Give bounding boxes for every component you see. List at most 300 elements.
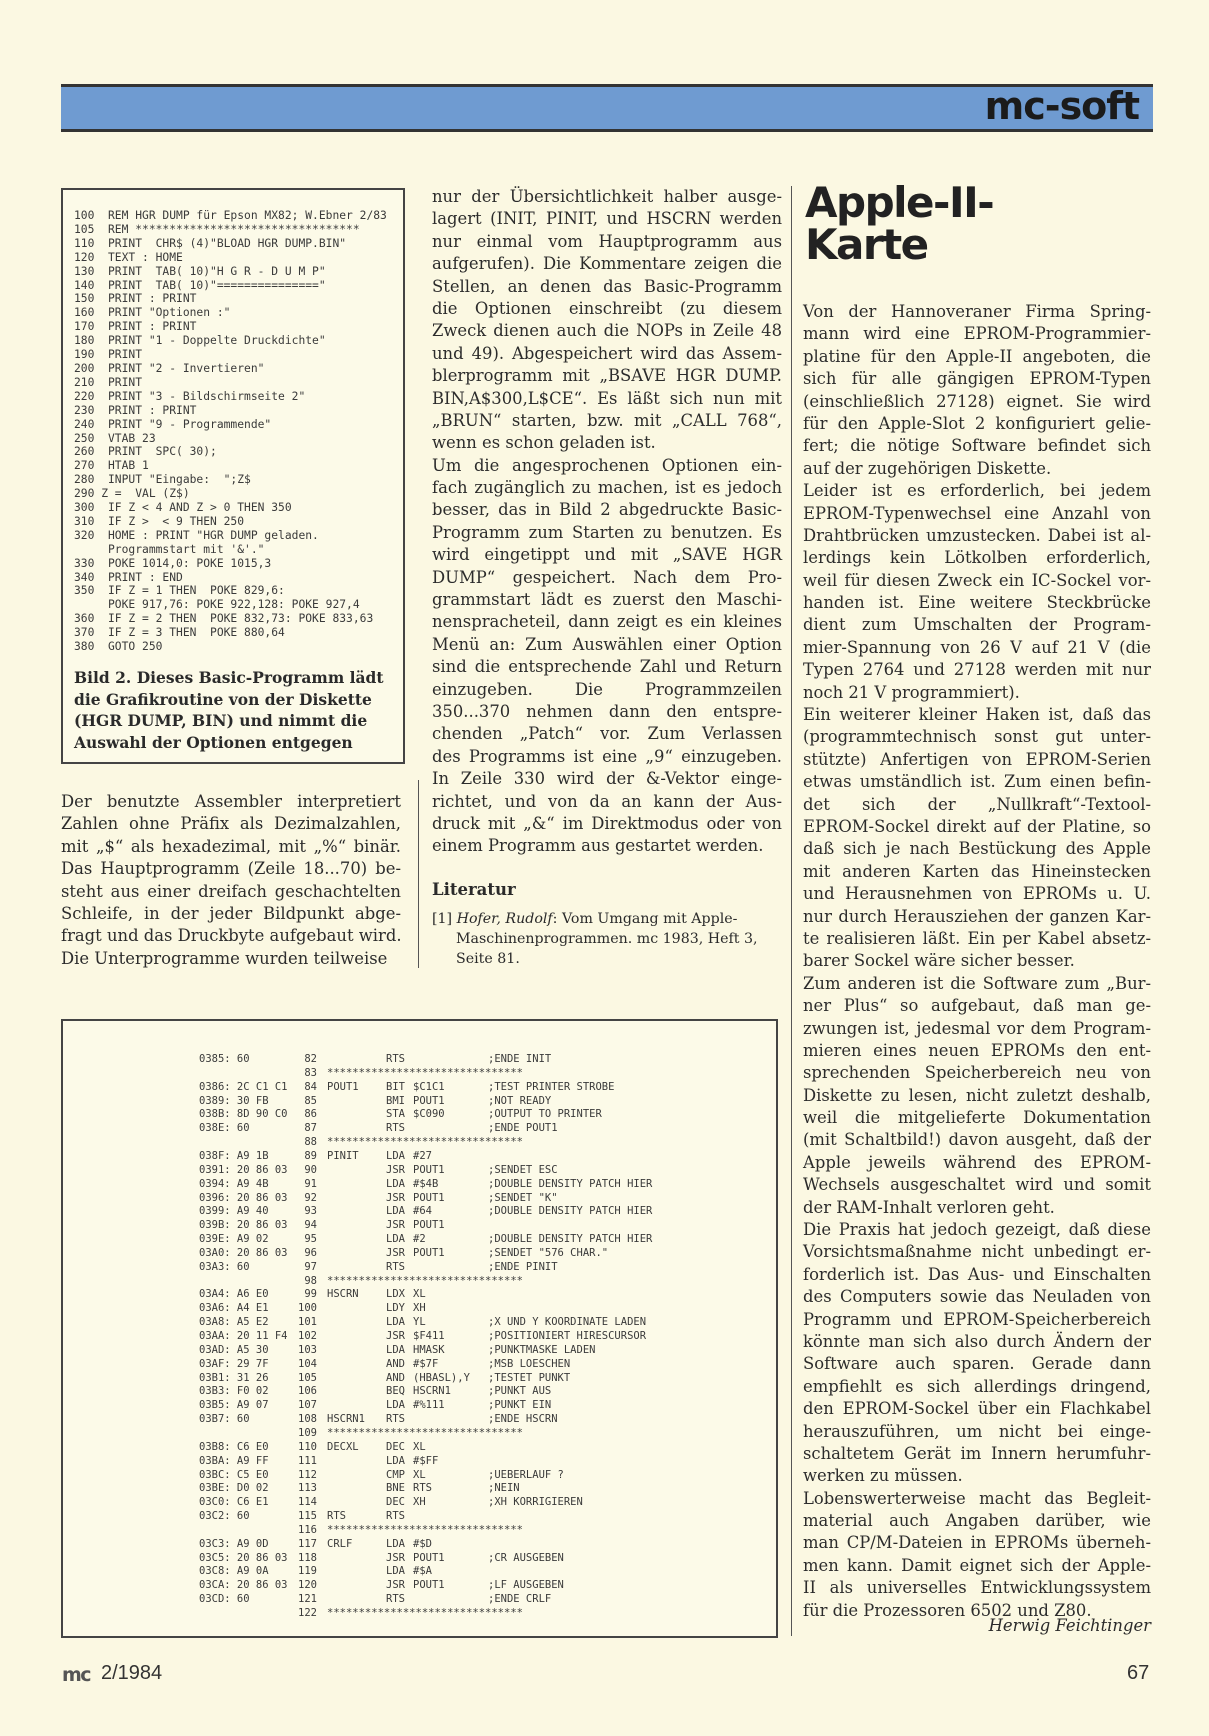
text-line: weil die mitgelieferte Dokumentation <box>803 1108 1151 1128</box>
line-number: 97 <box>304 1260 317 1273</box>
opcode: DEC <box>386 1440 405 1453</box>
text-line: mit „$“ als hexadezimal, mit „%“ binär. <box>61 836 401 856</box>
opcode: JSR <box>386 1246 405 1259</box>
comment: ;NEIN <box>488 1482 520 1495</box>
listing-row <box>63 1469 776 1483</box>
listing-row <box>63 1247 776 1261</box>
listing-row <box>63 1579 776 1593</box>
operand: #%111 <box>413 1399 445 1412</box>
operand: XH <box>413 1496 426 1509</box>
listing-row <box>63 1552 776 1566</box>
line-number: 121 <box>298 1593 317 1606</box>
opcode: BIT <box>386 1080 405 1093</box>
listing-row <box>63 1261 776 1275</box>
operand: YL <box>413 1316 426 1329</box>
opcode: RTS <box>386 1413 405 1426</box>
text-line: Apple jeweils während des EPROM- <box>803 1152 1151 1172</box>
text-line: Software auch sparen. Gerade dann <box>803 1354 1151 1374</box>
opcode: LDA <box>386 1399 405 1412</box>
comment: ;X UND Y KOORDINATE LADEN <box>488 1316 647 1329</box>
text-line: nur durch Herausziehen der ganzen Kar- <box>803 906 1151 926</box>
listing-row <box>63 1344 776 1358</box>
address-bytes: 0399: A9 40 <box>199 1205 269 1218</box>
label: POUT1 <box>327 1080 359 1093</box>
operand: RTS <box>413 1482 432 1495</box>
code-line: 160 PRINT "Optionen :" <box>74 306 231 320</box>
opcode: RTS <box>386 1053 405 1065</box>
text-line: grammstart lädt es zuerst den Maschi- <box>432 590 782 610</box>
text-line: die Optionen einschreibt (zu diesem <box>432 298 782 318</box>
address-bytes: 03AD: A5 30 <box>199 1343 269 1356</box>
address-bytes: 03A0: 20 86 03 <box>199 1246 288 1259</box>
text-line: forderlich ist. Das Aus- und Einschalten <box>803 1264 1151 1284</box>
text-line: Von der Hannoveraner Firma Spring- <box>803 302 1151 321</box>
text-line: nur der Übersichtlichkeit halber ausge- <box>432 187 782 206</box>
text-line: sich für alle gängigen EPROM-Typen <box>803 369 1151 389</box>
opcode: JSR <box>386 1163 405 1176</box>
comment: ;MSB LOESCHEN <box>488 1357 571 1370</box>
text-line: barer Sockel wäre sicher besser. <box>803 951 1075 971</box>
listing-row <box>63 1358 776 1372</box>
line-number: 106 <box>298 1385 317 1398</box>
text-line: mieren eines neuen EPROMs den ent- <box>803 1040 1151 1060</box>
text-line: fach zugänglich zu machen, ist es jedoch <box>432 478 782 498</box>
opcode: RTS <box>386 1260 405 1273</box>
line-number: 100 <box>298 1302 317 1315</box>
code-line: 150 PRINT : PRINT <box>74 292 197 306</box>
text-line: mier-Spannung von 26 V auf 21 V (die <box>803 637 1151 657</box>
opcode: JSR <box>386 1191 405 1204</box>
address-bytes: 038E: 60 <box>199 1122 250 1135</box>
comment: ;ENDE HSCRN <box>488 1413 558 1426</box>
article-title-line: Karte <box>805 220 928 269</box>
section-header-band <box>61 84 1153 132</box>
opcode: LDY <box>386 1302 405 1315</box>
address-bytes: 03A8: A5 E2 <box>199 1316 269 1329</box>
comment: ;PUNKT AUS <box>488 1385 552 1398</box>
text-line: stützte) Anfertigen von EPROM-Serien <box>803 749 1151 769</box>
paragraph <box>803 1488 1151 1622</box>
code-line: 170 PRINT : PRINT <box>74 320 197 334</box>
code-line: 200 PRINT "2 - Invertieren" <box>74 361 265 375</box>
operand: #2 <box>413 1233 426 1246</box>
operand: POUT1 <box>413 1094 445 1107</box>
opcode: RTS <box>386 1593 405 1606</box>
operand: XL <box>413 1288 426 1301</box>
listing-row <box>63 1122 776 1136</box>
text-line: II als universelles Entwicklungssystem <box>803 1578 1151 1598</box>
opcode: AND <box>386 1371 405 1384</box>
line-number: 98 <box>304 1274 317 1287</box>
text-line: nur einmal vom Hauptprogramm aus <box>432 231 782 251</box>
operand: POUT1 <box>413 1579 445 1592</box>
listing-row <box>63 1095 776 1109</box>
line-number: 120 <box>298 1579 317 1592</box>
text-line: Leider ist es erforderlich, bei jedem <box>803 481 1151 501</box>
text-line: daß sich je nach Bestückung des Apple <box>803 839 1151 859</box>
text-line: dient zum Umschalten der Program- <box>803 615 1151 635</box>
address-bytes: 039E: A9 02 <box>199 1233 269 1246</box>
label: PINIT <box>327 1149 359 1162</box>
address-bytes: 0385: 60 <box>199 1053 250 1065</box>
text-line: schaltetem Gerät im Innern herumfuhr- <box>803 1443 1151 1463</box>
operand: POUT1 <box>413 1246 445 1259</box>
text-line: könnte man sich also durch Ändern der <box>803 1331 1151 1351</box>
comment: ;PUNKT EIN <box>488 1399 552 1412</box>
issue-number: 2/1984 <box>101 1662 163 1684</box>
operand: #27 <box>413 1149 432 1162</box>
opcode: LDA <box>386 1149 405 1162</box>
label: HSCRN <box>327 1288 359 1301</box>
label: DECXL <box>327 1440 359 1453</box>
text-line: für den Apple-Slot 2 konfiguriert gelie- <box>803 413 1151 433</box>
address-bytes: 038B: 8D 90 C0 <box>199 1108 288 1121</box>
text-line: aufgerufen). Die Kommentare zeigen die <box>432 254 782 274</box>
listing-row <box>63 1565 776 1579</box>
line-number: 82 <box>304 1053 317 1065</box>
text-line: (programmtechnisch sonst gut unter- <box>803 727 1151 747</box>
text-line: DUMP“ gespeichert. Nach dem Pro- <box>432 567 782 587</box>
opcode: LDA <box>386 1343 405 1356</box>
address-bytes: 03BE: D0 02 <box>199 1482 269 1495</box>
text-line: Programm und EPROM-Speicherbereich <box>803 1309 1151 1329</box>
line-number: 108 <box>298 1413 317 1426</box>
listing-row <box>63 1316 776 1330</box>
section-title: mc-soft <box>984 84 1139 128</box>
operand: #$A <box>413 1565 432 1578</box>
operand: XH <box>413 1302 426 1315</box>
article-title <box>805 178 994 269</box>
line-number: 95 <box>304 1233 317 1246</box>
listing-row <box>63 1455 776 1469</box>
listing-row <box>63 1302 776 1316</box>
line-number: 86 <box>304 1108 317 1121</box>
text-line: Vorsichtsmaßnahme nicht unbedingt er- <box>803 1242 1151 1262</box>
listing-row <box>63 1192 776 1206</box>
paragraph <box>803 480 1151 704</box>
address-bytes: 0396: 20 86 03 <box>199 1191 288 1204</box>
text-line: des Computers sowie das Neuladen von <box>803 1287 1151 1307</box>
text-line: werken zu müssen. <box>803 1466 963 1486</box>
label: ******************************* <box>327 1066 523 1079</box>
paragraph <box>432 455 782 858</box>
magazine-logo: mc <box>62 1664 91 1686</box>
listing-row <box>63 1067 776 1081</box>
address-bytes: 03BA: A9 FF <box>199 1454 269 1467</box>
text-line: men kann. Damit eignet sich der Apple- <box>803 1555 1151 1575</box>
text-line: 350...370 nehmen dann den entspre- <box>432 701 782 721</box>
comment: ;ENDE POUT1 <box>488 1122 558 1135</box>
opcode: RTS <box>386 1122 405 1135</box>
comment: ;UEBERLAUF ? <box>488 1468 564 1481</box>
line-number: 116 <box>298 1523 317 1536</box>
code-line: 340 PRINT : END <box>74 570 183 584</box>
comment: ;POSITIONIERT HIRESCURSOR <box>488 1330 647 1342</box>
text-line: Zum anderen ist die Software zum „Bur- <box>803 973 1151 993</box>
label: ******************************* <box>327 1607 523 1619</box>
text-line: Diskette zu lesen, nicht zuletzt deshalb, <box>803 1085 1151 1105</box>
code-line: 140 PRINT TAB( 10)"===============" <box>74 278 326 292</box>
code-line: 290 Z = VAL (Z$) <box>74 487 190 501</box>
code-line: 380 GOTO 250 <box>74 640 163 654</box>
line-number: 109 <box>298 1426 317 1439</box>
text-line: Typen 2764 und 27128 werden mit nur <box>803 660 1151 680</box>
text-line: Ein weiterer kleiner Haken ist, daß das <box>803 705 1151 725</box>
text-line: Stellen, an denen das Basic-Programm <box>432 276 782 296</box>
text-line: weil für diesen Zweck ein IC-Sockel vor- <box>803 570 1151 590</box>
opcode: LDA <box>386 1205 405 1218</box>
line-number: 118 <box>298 1551 317 1564</box>
listing-row <box>63 1427 776 1441</box>
address-bytes: 03AF: 29 7F <box>199 1357 269 1370</box>
line-number: 110 <box>298 1440 317 1453</box>
code-line: 310 IF Z > < 9 THEN 250 <box>74 514 245 528</box>
text-line: chenden „Patch“ vor. Zum Verlassen <box>432 724 782 744</box>
comment: ;ENDE CRLF <box>488 1593 552 1606</box>
operand: (HBASL),Y <box>413 1371 470 1384</box>
text-line: der RAM-Inhalt verloren geht. <box>803 1197 1055 1217</box>
opcode: RTS <box>386 1510 405 1523</box>
address-bytes: 03A6: A4 E1 <box>199 1302 269 1315</box>
line-number: 102 <box>298 1330 317 1342</box>
comment: ;XH KORRIGIEREN <box>488 1496 583 1509</box>
text-line: für die Prozessoren 6502 und Z80. <box>803 1600 1092 1620</box>
text-line: Menü an: Zum Auswählen einer Option <box>432 634 782 654</box>
listing-row <box>63 1538 776 1552</box>
text-line: lagert (INIT, PINIT, und HSCRN werden <box>432 209 782 229</box>
text-line: (einschließlich 27128) eignet. Sie wird <box>803 391 1151 411</box>
comment: ;PUNKTMASKE LADEN <box>488 1343 596 1356</box>
opcode: LDA <box>386 1454 405 1467</box>
text-line: zwungen ist, jedesmal vor dem Program- <box>803 1018 1151 1038</box>
listing-row <box>63 1330 776 1344</box>
address-bytes: 0394: A9 4B <box>199 1177 269 1190</box>
paragraph <box>432 186 782 455</box>
line-number: 105 <box>298 1371 317 1384</box>
comment: ;ENDE INIT <box>488 1053 552 1065</box>
figure-caption: Bild 2. Dieses Basic-Programm lädt die Grafikroutine von der Diskette (HGR DUMP, BIN) und nimmt die Auswahl der Optionen entgegen <box>74 668 384 753</box>
text-line: Die Unterprogramme wurden teilweise <box>61 948 388 968</box>
address-bytes: 03CA: 20 86 03 <box>199 1579 288 1592</box>
opcode: JSR <box>386 1330 405 1342</box>
address-bytes: 0389: 30 FB <box>199 1094 269 1107</box>
address-bytes: 03B3: F0 02 <box>199 1385 269 1398</box>
text-line: und 49). Abgespeichert wird das Assem- <box>432 343 782 363</box>
line-number: 96 <box>304 1246 317 1259</box>
line-number: 89 <box>304 1149 317 1162</box>
text-line: etwas umständlich ist. Zum einen befin- <box>803 772 1151 792</box>
operand: #$4B <box>413 1177 439 1190</box>
comment: ;DOUBLE DENSITY PATCH HIER <box>488 1233 653 1246</box>
opcode: STA <box>386 1108 405 1121</box>
listing-row <box>63 1164 776 1178</box>
text-line: EPROM-Sockel direkt auf der Platine, so <box>803 816 1151 836</box>
code-line: 350 IF Z = 1 THEN POKE 829,6: <box>74 584 285 598</box>
text-line: te realisieren läßt. Ein per Kabel absetz- <box>803 928 1151 948</box>
operand: XL <box>413 1468 426 1481</box>
operand: #$D <box>413 1537 432 1550</box>
comment: ;DOUBLE DENSITY PATCH HIER <box>488 1205 653 1218</box>
opcode: BMI <box>386 1094 405 1107</box>
line-number: 94 <box>304 1219 317 1232</box>
listing-row <box>63 1288 776 1302</box>
text-line: auf der zugehörigen Diskette. <box>803 458 1052 478</box>
text-line: man CP/M-Dateien in EPROMs überneh- <box>803 1533 1151 1553</box>
address-bytes: 03B5: A9 07 <box>199 1399 269 1412</box>
text-line: Programm zum Starten zu benutzen. Es <box>432 522 782 542</box>
label: ******************************* <box>327 1136 523 1149</box>
line-number: 90 <box>304 1163 317 1176</box>
code-line: 300 IF Z < 4 AND Z > 0 THEN 350 <box>74 501 292 515</box>
opcode: BEQ <box>386 1385 405 1398</box>
label: CRLF <box>327 1537 353 1550</box>
text-line: Um die angesprochenen Optionen ein- <box>432 455 782 475</box>
text-line: noch 21 V programmiert). <box>803 682 1020 702</box>
code-line: 280 INPUT "Eingabe: ";Z$ <box>74 473 251 487</box>
text-line: blerprogramm mit „BSAVE HGR DUMP. <box>432 366 782 386</box>
comment: ;CR AUSGEBEN <box>488 1551 564 1564</box>
reference-text: Maschinenprogrammen. mc 1983, Heft 3, <box>456 930 758 947</box>
text-line: besser, das in Bild 2 abgedruckte Basic- <box>432 500 782 520</box>
text-line: fragt und das Druckbyte aufgebaut wird. <box>61 926 402 946</box>
listing-row <box>63 1510 776 1524</box>
code-line: 180 PRINT "1 - Doppelte Druckdichte" <box>74 334 326 348</box>
listing-row <box>63 1108 776 1122</box>
comment: ;TEST PRINTER STROBE <box>488 1080 615 1093</box>
operand: POUT1 <box>413 1219 445 1232</box>
opcode: JSR <box>386 1219 405 1232</box>
text-line: und Herausnehmen von EPROMs u. U. <box>803 884 1151 904</box>
line-number: 99 <box>304 1288 317 1301</box>
code-line: 230 PRINT : PRINT <box>74 403 197 417</box>
text-line: mit anderen Karten das Hineinstecken <box>803 861 1151 881</box>
literature-heading: Literatur <box>432 880 516 899</box>
text-line: ner Plus“ so aufgebaut, daß man ge- <box>803 996 1151 1016</box>
text-line: nenspracheteil, dann zeigt es ein kleines <box>432 612 782 632</box>
line-number: 107 <box>298 1399 317 1412</box>
text-line: empfiehlt es sich allerdings dringend, <box>803 1376 1151 1396</box>
address-bytes: 03B8: C6 E0 <box>199 1440 269 1453</box>
address-bytes: 03B1: 31 26 <box>199 1371 269 1384</box>
text-line: In Zeile 330 wird der &-Vektor einge- <box>432 769 782 789</box>
comment: ;DOUBLE DENSITY PATCH HIER <box>488 1177 653 1190</box>
code-line: 190 PRINT <box>74 348 143 362</box>
code-line: 105 REM ********************************* <box>74 222 360 236</box>
text-line: „BRUN“ starten, bzw. mit „CALL 768“, <box>432 410 782 430</box>
author-signature: Herwig Feichtinger <box>988 1616 1151 1635</box>
listing-row <box>63 1081 776 1095</box>
comment: ;SENDET "K" <box>488 1191 558 1204</box>
code-line: 330 POKE 1014,0: POKE 1015,3 <box>74 556 272 570</box>
middle-column-text <box>432 186 782 858</box>
code-line: 110 PRINT CHR$ (4)"BLOAD HGR DUMP.BIN" <box>74 236 347 250</box>
listing-row <box>63 1372 776 1386</box>
operand: #$FF <box>413 1454 439 1467</box>
column-divider <box>791 186 792 1636</box>
line-number: 84 <box>304 1080 317 1093</box>
text-line: Drahtbrücken umzustecken. Dabei ist al- <box>803 525 1151 545</box>
paragraph <box>803 1219 1151 1488</box>
operand: $F411 <box>413 1330 445 1342</box>
line-number: 87 <box>304 1122 317 1135</box>
listing-row <box>63 1399 776 1413</box>
address-bytes: 03BC: C5 E0 <box>199 1468 269 1481</box>
basic-listing-figure <box>61 188 405 764</box>
text-line: fert; die nötige Software befindet sich <box>803 436 1151 456</box>
operand: XL <box>413 1440 426 1453</box>
line-number: 88 <box>304 1136 317 1149</box>
listing-row <box>63 1524 776 1538</box>
line-number: 85 <box>304 1094 317 1107</box>
listing-row <box>63 1482 776 1496</box>
text-line: material auch Angaben darüber, wie <box>803 1511 1151 1531</box>
line-number: 104 <box>298 1357 317 1370</box>
line-number: 113 <box>298 1482 317 1495</box>
opcode: JSR <box>386 1579 405 1592</box>
code-line: Programmstart mit '&'." <box>74 542 265 556</box>
label: ******************************* <box>327 1274 523 1287</box>
assembler-listing <box>61 1019 778 1638</box>
listing-row <box>63 1441 776 1455</box>
listing-row <box>63 1136 776 1150</box>
page-number: 67 <box>1127 1662 1150 1684</box>
line-number: 91 <box>304 1177 317 1190</box>
text-line: einzugeben. Die Programmzeilen <box>432 679 782 699</box>
address-bytes: 03C0: C6 E1 <box>199 1496 269 1509</box>
opcode: LDX <box>386 1288 405 1301</box>
text-line: lerdings kein Lötkolben erforderlich, <box>803 548 1151 568</box>
code-line: 270 HTAB 1 <box>74 459 149 473</box>
reference-text: Seite 81. <box>456 950 520 967</box>
line-number: 103 <box>298 1343 317 1356</box>
text-line: BIN,A$300,L$CE“. Es läßt sich nun mit <box>432 388 782 408</box>
text-line: Der benutzte Assembler interpretiert <box>61 792 401 811</box>
code-line: 320 HOME : PRINT "HGR DUMP geladen. <box>74 528 319 542</box>
literature-reference <box>432 910 782 969</box>
code-line: 250 VTAB 23 <box>74 431 156 445</box>
text-line: mann wird eine EPROM-Programmier- <box>803 324 1151 344</box>
code-line: 260 PRINT SPC( 30); <box>74 445 217 459</box>
text-line: Die Praxis hat jedoch gezeigt, daß diese <box>803 1220 1151 1240</box>
operand: $C1C1 <box>413 1080 445 1093</box>
operand: POUT1 <box>413 1191 445 1204</box>
text-line: herauszuführen, um nicht bei einge- <box>803 1421 1151 1441</box>
operand: #$7F <box>413 1357 439 1370</box>
opcode: JSR <box>386 1551 405 1564</box>
text-line: sprechenden Speicherbereich neu von <box>803 1063 1151 1083</box>
operand: POUT1 <box>413 1163 445 1176</box>
code-line: 360 IF Z = 2 THEN POKE 832,73: POKE 833,63 <box>74 612 374 626</box>
listing-row <box>63 1607 776 1621</box>
opcode: BNE <box>386 1482 405 1495</box>
text-line: handen ist. Eine weitere Steckbrücke <box>803 593 1151 613</box>
opcode: LDA <box>386 1233 405 1246</box>
address-bytes: 03C3: A9 0D <box>199 1537 269 1550</box>
opcode: DEC <box>386 1496 405 1509</box>
code-line: 210 PRINT <box>74 375 143 389</box>
code-line: 220 PRINT "3 - Bildschirmseite 2" <box>74 389 306 403</box>
comment: ;ENDE PINIT <box>488 1260 558 1273</box>
label: ******************************* <box>327 1426 523 1439</box>
listing-row <box>63 1150 776 1164</box>
line-number: 114 <box>298 1496 317 1509</box>
basic-listing <box>74 209 387 654</box>
line-number: 117 <box>298 1537 317 1550</box>
listing-row <box>63 1413 776 1427</box>
paragraph <box>803 704 1151 973</box>
listing-row <box>63 1205 776 1219</box>
paragraph <box>803 973 1151 1219</box>
